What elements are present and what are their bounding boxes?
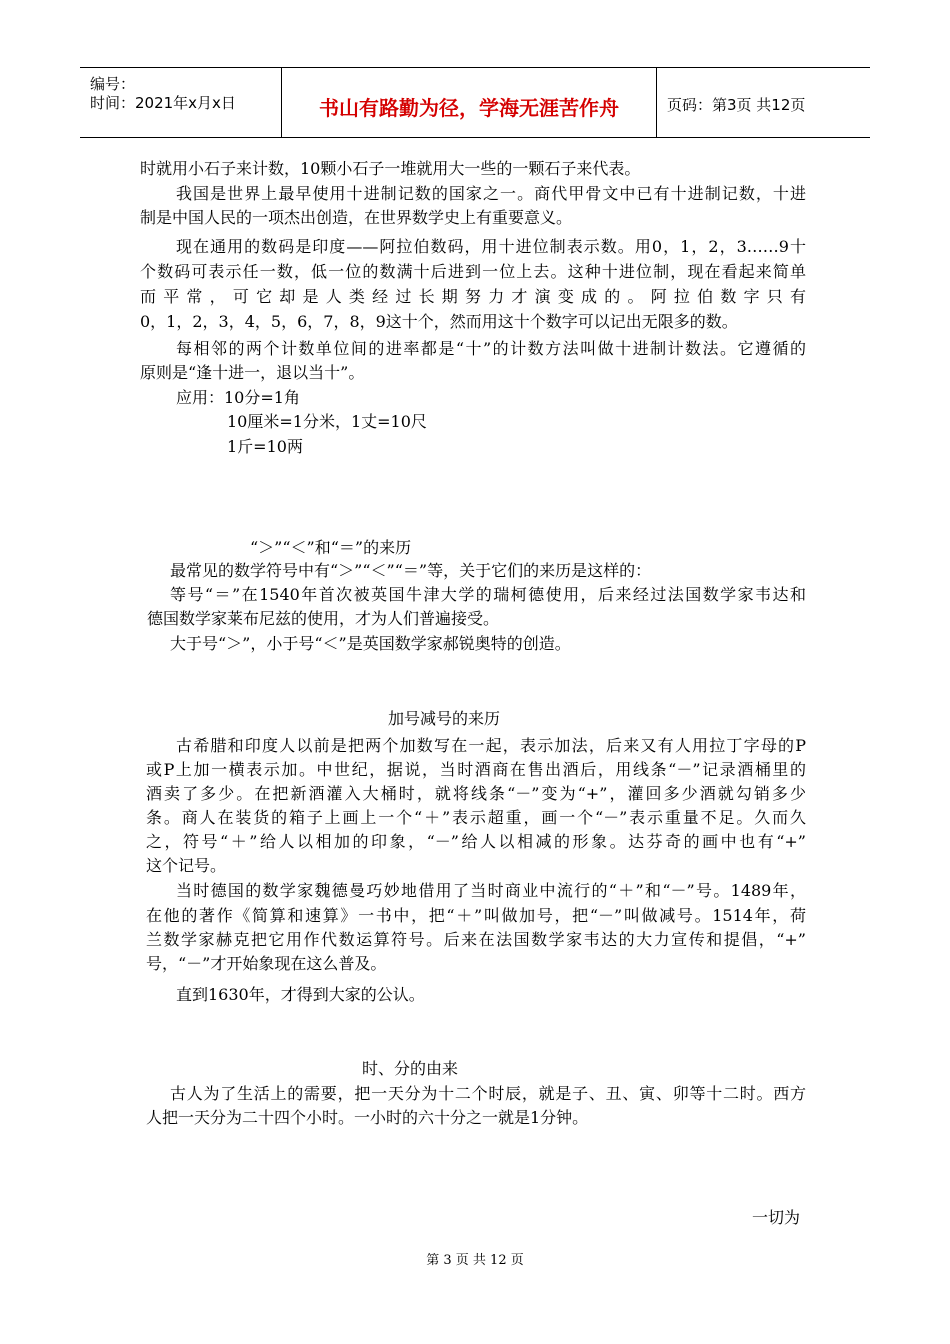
paragraph-line: 古希腊和印度人以前是把两个加数写在一起，表示加法，后来又有人用拉丁字母的P [176,736,806,755]
paragraph-line: 原则是“逢十进一，退以当十”。 [140,363,365,382]
page-footer: 第 3 页 共 12 页 [426,1253,524,1268]
section-heading: 加号减号的来历 [388,709,501,728]
document-number-label: 编号： [90,75,136,93]
paragraph-line: 而平常，可它却是人类经过长期努力才演变成的。阿拉伯数字只有 [140,287,806,306]
paragraph-line: 当时德国的数学家魏德曼巧妙地借用了当时商业中流行的“＋”和“－”号。1489年， [176,881,806,900]
document-date-label: 时间：2021年x月x日 [90,94,236,112]
paragraph-line: 或P上加一横表示加。中世纪，据说，当时酒商在售出酒后，用线条“－”记录酒桶里的 [146,760,806,779]
paragraph-line: 直到1630年，才得到大家的公认。 [176,985,425,1004]
paragraph-line: 之，符号“＋”给人以相加的印象，“－”给人以相减的形象。达芬奇的画中也有“+” [146,832,806,851]
paragraph-line: 条。商人在装货的箱子上画上一个“＋”表示超重，画一个“－”表示重量不足。久而久 [146,808,806,827]
paragraph-line: 个数码可表示任一数，低一位的数满十后进到一位上去。这种十进位制，现在看起来简单 [140,262,806,281]
paragraph-line: 德国数学家莱布尼兹的使用，才为人们普遍接受。 [147,609,500,628]
paragraph-line: 我国是世界上最早使用十进制记数的国家之一。商代甲骨文中已有十进制记数，十进 [176,184,806,203]
section-heading: “＞”“＜”和“＝”的来历 [250,538,412,557]
paragraph-line: 10厘米=1分米，1丈=10尺 [227,412,427,431]
paragraph-line: 最常见的数学符号中有“＞”“＜”“＝”等，关于它们的来历是这样的： [170,561,652,580]
paragraph-line: 大于号“＞”，小于号“＜”是英国数学家郝锐奥特的创造。 [170,634,571,653]
page-header [80,67,870,138]
paragraph-line: 兰数学家赫克把它用作代数运算符号。后来在法国数学家韦达的大力宣传和提倡，“+” [146,930,806,949]
paragraph-line: 现在通用的数码是印度——阿拉伯数码，用十进位制表示数。用0，1，2，3……9十 [176,237,806,256]
header-motto-cell [282,68,657,137]
paragraph-line: 古人为了生活上的需要，把一天分为十二个时辰，就是子、丑、寅、卯等十二时。西方 [170,1084,806,1103]
paragraph-line: 0，1，2，3，4，5，6，7，8，9这十个，然而用这十个数字可以记出无限多的数。 [140,312,738,331]
paragraph-line: 1斤=10两 [227,437,303,456]
header-meta-cell [80,68,282,137]
paragraph-line: 酒卖了多少。在把新酒灌入大桶时，就将线条“－”变为“+”，灌回多少酒就勾销多少 [146,784,806,803]
paragraph-line: 一切为 [752,1208,801,1227]
paragraph-line: 在他的著作《简算和速算》一书中，把“＋”叫做加号，把“－”叫做减号。1514年，荷 [146,906,806,925]
paragraph-line: 制是中国人民的一项杰出创造，在世界数学史上有重要意义。 [140,208,573,227]
header-motto: 书山有路勤为径，学海无涯苦作舟 [319,96,619,120]
section-heading: 时、分的由来 [362,1059,459,1078]
paragraph-line: 等号“＝”在1540年首次被英国牛津大学的瑞柯德使用，后来经过法国数学家韦达和 [170,585,806,604]
header-page-info: 页码：第3页 共12页 [667,96,806,114]
paragraph-line: 号，“－”才开始象现在这么普及。 [146,954,387,973]
paragraph-line: 人把一天分为二十四个小时。一小时的六十分之一就是1分钟。 [146,1108,589,1127]
paragraph-line: 应用：10分=1角 [176,388,300,407]
paragraph-line: 每相邻的两个计数单位间的进率都是“十”的计数方法叫做十进制计数法。它遵循的 [176,339,806,358]
paragraph-line: 时就用小石子来计数，10颗小石子一堆就用大一些的一颗石子来代表。 [140,159,641,178]
paragraph-line: 这个记号。 [146,856,227,875]
header-page-cell [657,68,870,137]
